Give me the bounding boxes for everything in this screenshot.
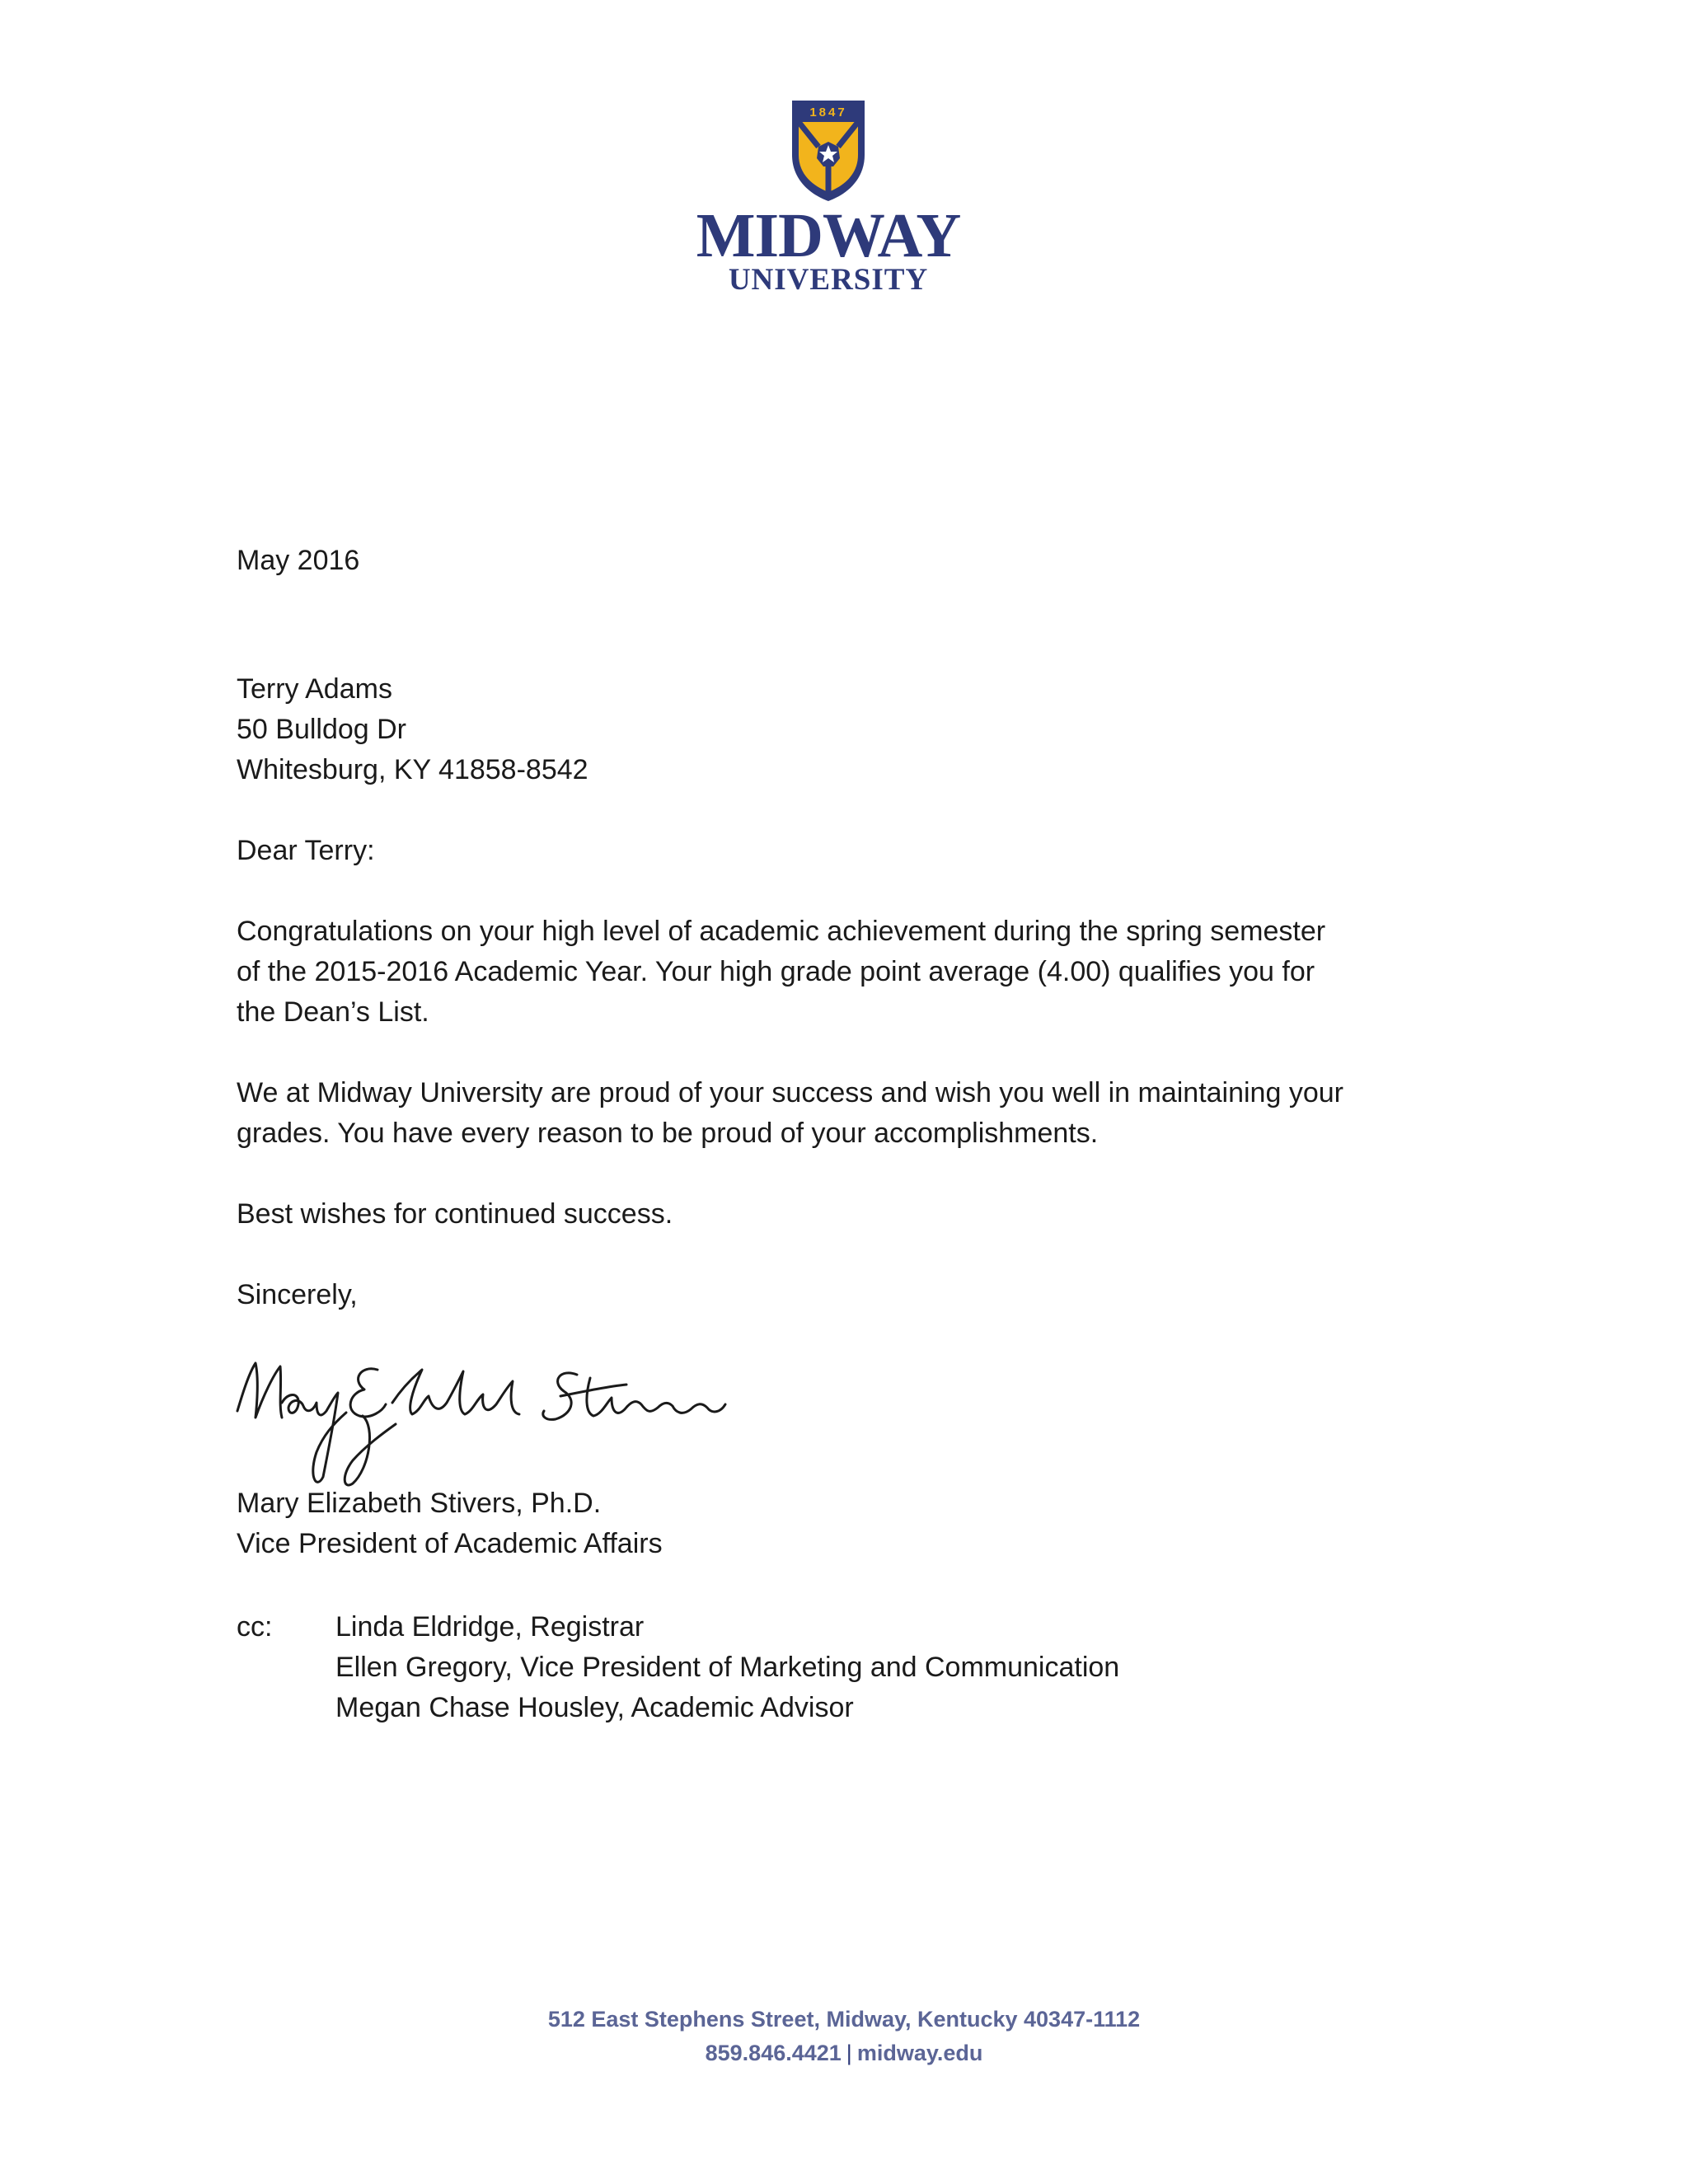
footer-contact [0, 2036, 1688, 2069]
recipient-city: Whitesburg, KY 41858-8542 [237, 754, 588, 785]
signer-name: Mary Elizabeth Stivers, Ph.D. [237, 1488, 602, 1519]
footer-address: 512 East Stephens Street, Midway, Kentucky 40347-1112 [547, 2007, 1141, 2032]
cc-item: Megan Chase Housley, Academic Advisor [335, 1692, 854, 1723]
paragraph-pride [237, 1073, 1456, 1154]
cc-label: cc: [237, 1611, 273, 1643]
letter-date: May 2016 [237, 545, 360, 576]
cc-item: Linda Eldridge, Registrar [335, 1611, 645, 1643]
footer-website-link[interactable]: midway.edu [856, 2041, 983, 2065]
handwritten-signature [231, 1345, 734, 1489]
logo-subname: UNIVERSITY [728, 263, 929, 297]
logo-name: MIDWAY [696, 201, 961, 270]
paragraph-line: We at Midway University are proud of your success and wish you well in maintaining your [237, 1077, 1343, 1108]
cc-item: Ellen Gregory, Vice President of Marketing and Communication [335, 1652, 1120, 1683]
university-shield-icon [787, 97, 870, 203]
salutation: Dear Terry: [237, 835, 375, 866]
closing-wish: Best wishes for continued success. [237, 1198, 673, 1230]
paragraph-line: the Dean’s List. [237, 996, 429, 1028]
recipient-name: Terry Adams [237, 673, 392, 705]
paragraph-congratulations [237, 912, 1456, 1033]
university-logo [692, 97, 964, 299]
signer-title: Vice President of Academic Affairs [237, 1528, 663, 1559]
footer-separator: | [846, 2041, 852, 2065]
paragraph-line: Congratulations on your high level of academic achievement during the spring semester [237, 916, 1326, 947]
recipient-street: 50 Bulldog Dr [237, 714, 407, 745]
paragraph-line: of the 2015-2016 Academic Year. Your high grade point average (4.00) qualifies you for [237, 956, 1315, 987]
logo-year: 1847 [809, 105, 847, 120]
paragraph-line: grades. You have every reason to be proud of your accomplishments. [237, 1118, 1099, 1149]
closing: Sincerely, [237, 1279, 358, 1310]
cc-list [335, 1607, 1119, 1728]
footer-phone: 859.846.4421 [705, 2041, 842, 2065]
